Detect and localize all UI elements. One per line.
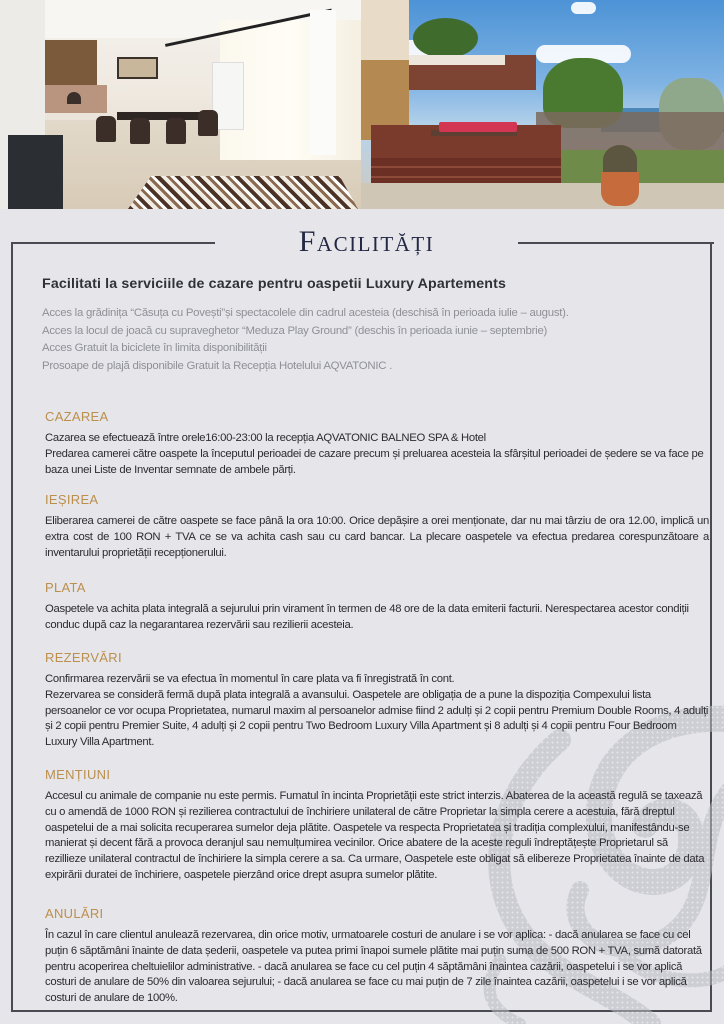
- chair: [198, 110, 218, 136]
- terracotta-pot: [601, 172, 639, 206]
- chair: [96, 116, 116, 142]
- facilities-list: [42, 305, 569, 375]
- section-heading: ANULĂRI: [45, 906, 104, 921]
- section-paragraph: Predarea camerei către oaspete la începutul perioadei de cazare precum și preluarea acesteia la sfârșitul perioadei de ședere se va face pe baza unei Liste de Inventar semnate de ambele părți.: [45, 447, 704, 476]
- facilities-subtitle: Facilitati la serviciile de cazare pentru oaspetii Luxury Apartements: [42, 276, 506, 292]
- patterned-rug: [128, 176, 358, 209]
- section-heading: PLATA: [45, 580, 86, 595]
- section-mentiuni: [45, 767, 709, 884]
- section-paragraph: Rezervarea se consideră fermă după plata integrală a avansului. Oaspetele are obligația de a pune la dispoziția Compexului lista persoanelor ce vor ocupa Proprietatea, numarul maxim al persoanelor admise fiind 2 adulți și 2 copii pentru Premium Double Rooms, 4 adulți și 2 copii pentru Premier Suite, 4 adulți și 2 copii pentru Two Bedroom Luxury Villa Apartment și 8 adulți și 4 copii pentru Four Bedroom Luxury Villa Apartment.: [45, 688, 709, 749]
- wall-painting: [117, 57, 158, 79]
- section-cazarea: [45, 409, 709, 478]
- facility-item: Prosoape de plajă disponibile Gratuit la Recepția Hotelului AQVATONIC .: [42, 359, 393, 372]
- cabinet: [8, 135, 63, 209]
- section-paragraph: Confirmarea rezervării se va efectua în momentul în care plata va fi înregistrată în cont.: [45, 673, 455, 685]
- section-heading: CAZAREA: [45, 409, 109, 424]
- fireplace-opening: [67, 92, 81, 104]
- section-paragraph: În cazul în care clientul anulează rezervarea, din orice motiv, urmatoarele costuri de anulare i se vor aplica: - dacă anularea se face cu cel puțin 6 săptămâni înainte de data șederii, oaspetele va putea primi înapoi sumele plătite mai puțin suma de 500 RON + TVA, sumă datorată pentru acoperirea cheltuielilor administrative. - dacă anularea se face cu cel puțin 4 săptămâni înaintea cazării, oaspetelui i se vor aplică costuri de anulare de 50% din valoarea sejurului; - dacă anularea se face cu mai puțin de 7 zile înaintea cazării, oaspetelui i se vor aplică costuri de anulare de 100%.: [45, 929, 702, 1005]
- page-title: Facilități: [298, 225, 435, 258]
- stone-wall: [45, 40, 97, 85]
- house-roof: [361, 0, 409, 60]
- tree: [413, 18, 478, 58]
- section-paragraph: Eliberarea camerei de către oaspete se face până la ora 10:00. Orice depășire a orei menționate, dar nu mai târziu de ora 12.00, implică un extra cost de 100 RON + TVA ce se va achita cash sau cu card bancar. La plecare oaspetele va efectua predarea corespunzătoare a inventarului proprietății recepționerului.: [45, 515, 709, 559]
- section-plata: [45, 580, 709, 634]
- exterior-photo: [361, 0, 724, 209]
- facility-item: Acces la locul de joacă cu supraveghetor “Meduza Play Ground” (deschis în perioada iunie – septembrie): [42, 324, 548, 337]
- garden: [556, 150, 724, 185]
- section-heading: MENȚIUNI: [45, 767, 111, 782]
- deck-steps: [371, 158, 561, 186]
- chair: [130, 118, 150, 144]
- section-paragraph: Oaspetele va achita plata integrală a sejurului prin virament în termen de 48 ore de la data emiterii facturii. Nerespectarea acestor condiții conduc după caz la negarantarea rezervării sau rezilierii acesteia.: [45, 603, 689, 631]
- cloud: [571, 2, 596, 14]
- fence: [536, 112, 724, 152]
- section-anulari: [45, 906, 709, 1007]
- pillar: [310, 10, 336, 155]
- stone-path: [361, 183, 724, 209]
- red-lounger: [439, 122, 517, 132]
- plant: [603, 145, 637, 175]
- section-paragraph: Cazarea se efectuează între orele16:00-23:00 la recepția AQVATONIC BALNEO SPA & Hotel: [45, 432, 486, 444]
- photo-banner: [0, 0, 724, 209]
- section-paragraph: Accesul cu animale de companie nu este permis. Fumatul în incinta Proprietății este strict interzis. Abaterea de la această regulă se taxează cu o amendă de 1000 RON și rezilierea contractului de închiriere unilateral de către Proprietar la simpla cerere a acestuia, fără dreptul oaspetelui de a mai solicita recuperarea sumelor deja plătite. Oaspetele va respecta Proprietatea și tradiția complexului, manifestându-se manierat și decent fără a provoca deranjul sau nemulțumirea vecinilor. Orice abatere de la aceste reguli îndreptățește Proprietarul să rezillieze unilateral contractul de închiriere la simpla cerere a sa. Ca urmare, Oaspetele este obligat să elibereze Proprietatea înainte de data expirării duratei de închiriere, oaspetele pierzând orice drept asupra sumelor plătite.: [45, 790, 705, 881]
- section-heading: IEȘIREA: [45, 492, 99, 507]
- facility-item: Acces la grădinița “Căsuța cu Povești”și spectacolele din cadrul acesteia (deschisă în perioada iulie – august).: [42, 307, 569, 319]
- interior-photo: [0, 0, 361, 209]
- section-heading: REZERVĂRI: [45, 650, 122, 665]
- section-iesirea: [45, 492, 709, 561]
- facility-item: Acces Gratuit la biciclete în limita disponibilității: [42, 342, 267, 354]
- chair: [166, 118, 186, 144]
- section-rezervari: [45, 650, 709, 751]
- dining-table: [117, 112, 205, 120]
- pergola: [405, 55, 505, 65]
